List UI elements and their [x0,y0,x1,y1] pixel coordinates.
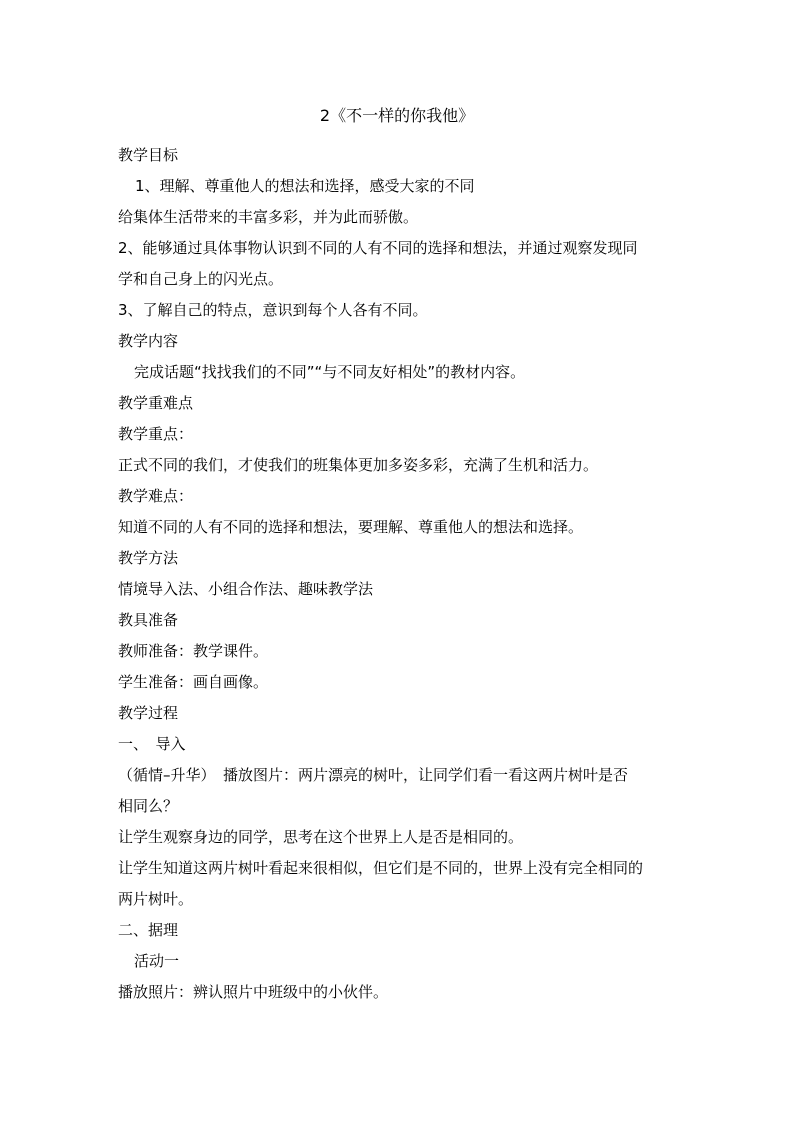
goal-item-2: 2、能够通过具体事物认识到不同的人有不同的选择和想法，并通过观察发现同 [118,239,638,257]
section-1-conclusion-continued: 两片树叶。 [118,890,194,908]
section-1-text: （循情–升华） 播放图片：两片漂亮的树叶，让同学们看一看这两片树叶是否 [118,766,629,784]
section-1-text-continued: 相同么？ [118,797,179,815]
teacher-materials: 教师准备：教学课件。 [118,642,269,660]
document-body [118,140,678,1008]
section-1-observe: 让学生观察身边的同学，思考在这个世界上人是否是相同的。 [118,828,524,846]
difficult-point-text: 知道不同的人有不同的选择和想法，要理解、尊重他人的想法和选择。 [118,518,584,536]
goal-item-3: 3、了解自己的特点，意识到每个人各有不同。 [118,301,428,319]
heading-teaching-goals: 教学目标 [118,146,179,164]
goal-item-1: 1、理解、尊重他人的想法和选择，感受大家的不同 [135,177,475,195]
section-2-heading: 二、据理 [118,921,179,939]
heading-teaching-content: 教学内容 [118,332,179,350]
teaching-content-text: 完成话题“找找我们的不同”“与不同友好相处”的教材内容。 [134,363,526,381]
section-1-conclusion: 让学生知道这两片树叶看起来很相似，但它们是不同的，世界上没有完全相同的 [118,859,644,877]
section-1-heading: 一、 导入 [118,735,186,753]
subheading-key-point: 教学重点： [118,425,194,443]
goal-item-1-continued: 给集体生活带来的丰富多彩，并为此而骄傲。 [118,208,419,226]
subheading-difficult-point: 教学难点： [118,487,194,505]
heading-materials: 教具准备 [118,611,179,629]
activity-1-text: 播放照片：辨认照片中班级中的小伙伴。 [118,983,389,1001]
heading-key-points: 教学重难点 [118,394,194,412]
heading-teaching-process: 教学过程 [118,704,179,722]
teaching-methods-text: 情境导入法、小组合作法、趣味教学法 [118,580,374,598]
document-title: 2《不一样的你我他》 [319,106,475,125]
student-materials: 学生准备：画自画像。 [118,673,269,691]
goal-item-2-continued: 学和自己身上的闪光点。 [118,270,284,288]
activity-1-heading: 活动一 [134,952,180,970]
heading-teaching-methods: 教学方法 [118,549,179,567]
key-point-text: 正式不同的我们，才使我们的班集体更加多姿多彩，充满了生机和活力。 [118,456,599,474]
